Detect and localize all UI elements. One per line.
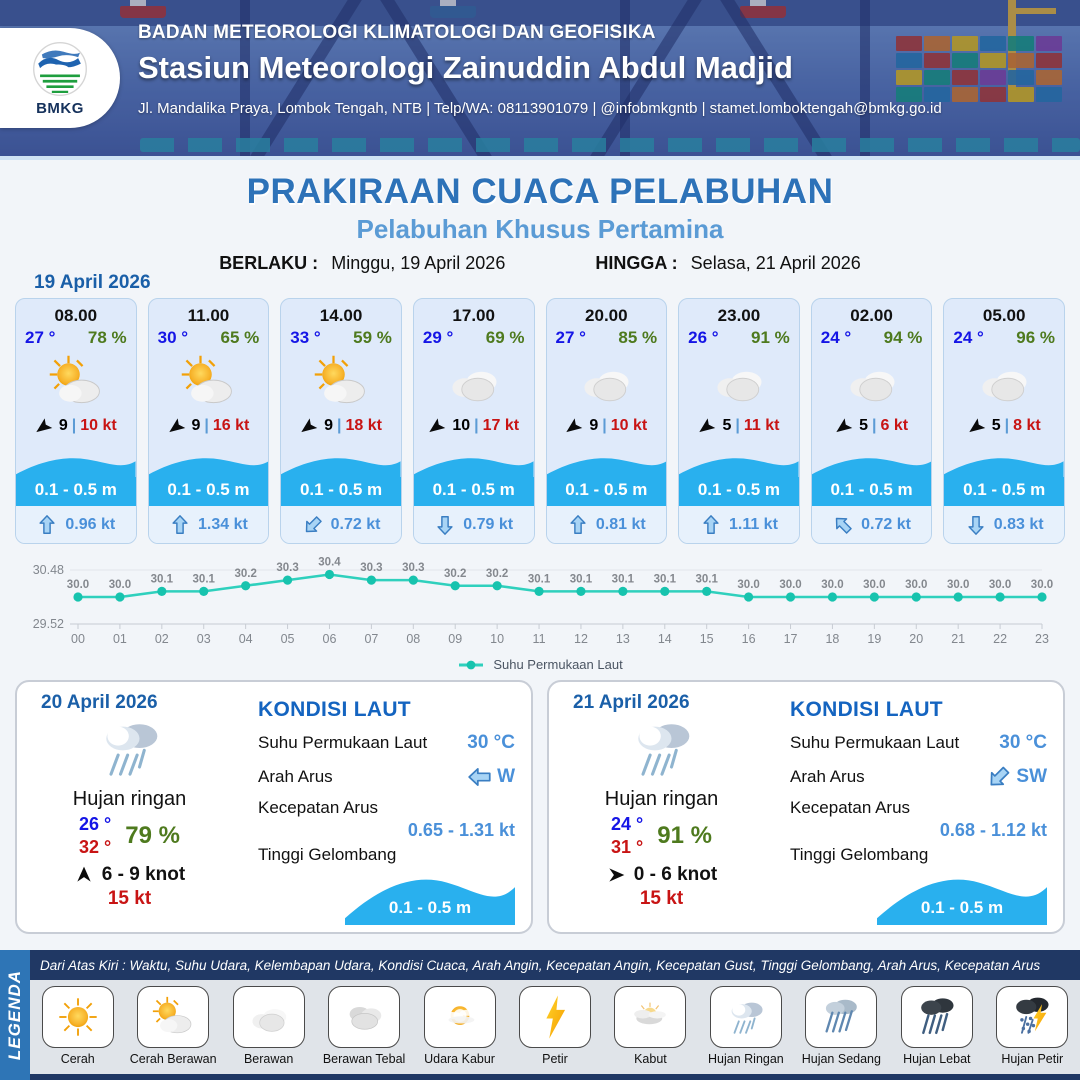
- svg-text:20: 20: [909, 632, 924, 646]
- card-temperature: 24 °: [820, 328, 852, 347]
- wave-height-label: Tinggi Gelombang: [258, 845, 397, 864]
- hourly-forecast-card: [413, 298, 535, 544]
- panel-current-direction-icon: [467, 764, 493, 790]
- svg-text:07: 07: [364, 632, 379, 646]
- panel-condition: Hujan ringan: [72, 788, 187, 810]
- card-time: 11.00: [187, 306, 230, 325]
- svg-text:03: 03: [196, 632, 211, 646]
- hourly-forecast-card: [546, 298, 668, 544]
- legend-item: [129, 986, 217, 1066]
- card-wind-speed: 10: [452, 417, 471, 434]
- legend-weather-icon: [720, 994, 772, 1040]
- svg-text:30.0: 30.0: [905, 579, 928, 591]
- svg-text:01: 01: [112, 632, 127, 646]
- svg-text:30.1: 30.1: [569, 573, 593, 586]
- hourly-cards-row: [0, 298, 1080, 544]
- svg-text:30.0: 30.0: [946, 579, 970, 591]
- validity-until: [595, 253, 860, 274]
- svg-text:13: 13: [615, 632, 630, 646]
- card-current-speed: 0.79 kt: [463, 515, 514, 533]
- card-wave-height: 0.1 - 0.5 m: [149, 477, 269, 506]
- chart-legend-marker-icon: [457, 660, 485, 670]
- card-gust: 10 kt: [80, 417, 117, 434]
- svg-text:11: 11: [532, 632, 546, 646]
- current-speed-label: Kecepatan Arus: [790, 798, 911, 817]
- current-direction-icon-wrap: [700, 514, 722, 536]
- card-temperature: 27 °: [25, 328, 56, 347]
- wind-direction-icon: [833, 414, 856, 437]
- svg-text:30.1: 30.1: [611, 573, 635, 586]
- svg-text:04: 04: [238, 632, 253, 646]
- legend-bottom-strip: [30, 1074, 1080, 1080]
- wind-direction-icon: [33, 414, 56, 437]
- wind-direction-icon: [564, 414, 587, 437]
- panel-current-direction-icon-wrap: [981, 759, 1018, 796]
- panel-wind-range: 0 - 6 knot: [633, 864, 718, 885]
- svg-text:19: 19: [867, 632, 882, 646]
- sea-conditions-title: KONDISI LAUT: [258, 698, 411, 721]
- berlaku-value: Minggu, 19 April 2026: [331, 253, 506, 273]
- legend-weather-icon: [911, 994, 963, 1040]
- legend-icon-box: [519, 986, 591, 1048]
- svg-text:30.2: 30.2: [234, 567, 257, 580]
- card-gust: 17 kt: [482, 417, 520, 434]
- card-current-speed: 0.72 kt: [861, 515, 911, 533]
- panel-wave-value: 0.1 - 0.5 m: [388, 898, 472, 917]
- legend-item: [320, 986, 408, 1066]
- wind-gust-separator: |: [735, 417, 740, 434]
- legend-weather-icon: [1006, 994, 1058, 1040]
- hourly-forecast-card: [678, 298, 800, 544]
- panel-date: 20 April 2026: [41, 692, 158, 713]
- sst-value: 30 °C: [467, 732, 515, 753]
- card-humidity: 59 %: [353, 328, 392, 347]
- validity-from: [219, 253, 505, 274]
- card-current-speed: 0.81 kt: [595, 515, 646, 533]
- svg-text:16: 16: [741, 632, 756, 646]
- weather-icon: [706, 352, 772, 412]
- legend-weather-icon: [52, 994, 104, 1040]
- wave-crest-icon: [679, 453, 799, 477]
- card-gust: 6 kt: [880, 417, 909, 434]
- card-temperature: 27 °: [555, 328, 586, 347]
- legend-item-label: Cerah: [60, 1052, 95, 1066]
- wave-crest-icon: [944, 453, 1064, 477]
- current-direction-icon: [567, 514, 589, 536]
- legend-item: [606, 986, 694, 1066]
- panel-temp-min: 24 °: [611, 814, 644, 834]
- bmkg-logo: [0, 28, 120, 128]
- card-humidity: 69 %: [485, 328, 525, 347]
- wind-direction-icon: [966, 414, 989, 437]
- page-title: PRAKIRAAN CUACA PELABUHAN: [246, 172, 834, 211]
- svg-text:30.48: 30.48: [32, 563, 64, 577]
- legend-icon-box: [710, 986, 782, 1048]
- legend-icon-box: [42, 986, 114, 1048]
- station-name: Stasiun Meteorologi Zainuddin Abdul Madjid: [138, 50, 793, 85]
- card-temperature: 33 °: [290, 328, 321, 347]
- svg-text:08: 08: [406, 632, 421, 646]
- legend-item-label: Berawan: [243, 1052, 294, 1066]
- hourly-forecast-card: [15, 298, 137, 544]
- sst-label: Suhu Permukaan Laut: [790, 733, 960, 752]
- svg-text:10: 10: [490, 632, 505, 646]
- wind-gust-separator: |: [204, 417, 209, 434]
- wave-crest-icon: [281, 453, 401, 477]
- card-time: 23.00: [717, 306, 761, 325]
- card-wave-height: 0.1 - 0.5 m: [679, 477, 799, 506]
- wave-crest-icon: [547, 453, 667, 477]
- daily-panels-row: [0, 672, 1080, 934]
- legend-weather-icon: [147, 994, 199, 1040]
- wind-direction-icon: [299, 414, 322, 437]
- sst-chart-plot: [20, 550, 1060, 650]
- current-direction-icon: [36, 514, 58, 536]
- current-direction-label: Arah Arus: [258, 767, 333, 786]
- card-humidity: 65 %: [220, 328, 260, 347]
- legend-item: [511, 986, 599, 1066]
- legend-item-label: Hujan Lebat: [903, 1052, 971, 1066]
- svg-text:30.0: 30.0: [66, 579, 90, 591]
- hingga-value: Selasa, 21 April 2026: [690, 253, 861, 273]
- svg-text:12: 12: [574, 632, 588, 646]
- weather-icon: [441, 352, 507, 412]
- panel-weather-icon: [84, 710, 176, 786]
- card-time: 02.00: [850, 306, 893, 325]
- card-gust: 18 kt: [345, 417, 382, 434]
- legend-item-label: Udara Kabur: [424, 1052, 495, 1066]
- panel-gust: 15 kt: [639, 888, 684, 909]
- wave-height-label: Tinggi Gelombang: [790, 845, 929, 864]
- current-direction-icon: [700, 514, 722, 536]
- card-current-speed: 0.83 kt: [993, 515, 1044, 533]
- weather-icon: [573, 352, 639, 412]
- contact-line: Jl. Mandalika Praya, Lombok Tengah, NTB | Telp/WA: 08113901079 | @infobmkgntb | stamet.lomboktengah@bmkg.go.id: [138, 100, 942, 117]
- svg-text:00: 00: [71, 632, 85, 646]
- forecast-date: 19 April 2026: [34, 272, 151, 293]
- current-direction-icon: [828, 509, 859, 540]
- legend-item-label: Kabut: [634, 1052, 667, 1066]
- legend-item: [34, 986, 122, 1066]
- wave-crest-icon: [812, 453, 932, 477]
- agency-name: BADAN METEOROLOGI KLIMATOLOGI DAN GEOFISIKA: [138, 22, 656, 43]
- svg-text:05: 05: [280, 632, 295, 646]
- card-gust: 11 kt: [743, 417, 780, 434]
- card-temperature: 30 °: [157, 328, 189, 347]
- panel-date: 21 April 2026: [573, 692, 690, 713]
- panel-condition: Hujan ringan: [604, 788, 719, 810]
- panel-wave-value: 0.1 - 0.5 m: [920, 898, 1004, 917]
- header-banner: [0, 0, 1080, 160]
- card-humidity: 94 %: [883, 328, 923, 347]
- sst-value: 30 °C: [999, 732, 1047, 753]
- legend-item-label: Hujan Ringan: [708, 1052, 784, 1066]
- legend-vertical-label: LEGENDA: [5, 969, 24, 1061]
- wind-gust-separator: |: [602, 417, 607, 434]
- weather-icon: [43, 352, 109, 412]
- card-current-speed: 0.96 kt: [65, 515, 116, 533]
- page-subtitle: Pelabuhan Khusus Pertamina: [356, 214, 724, 244]
- panel-gust: 15 kt: [107, 888, 152, 909]
- card-current-speed: 1.34 kt: [198, 515, 248, 533]
- legend-description: Dari Atas Kiri : Waktu, Suhu Udara, Kelembapan Udara, Kondisi Cuaca, Arah Angin, Kecepatan Angin, Kecepatan Gust, Tinggi Gelombang, Arah Arus, Kecepatan Arus: [30, 950, 1080, 980]
- svg-text:30.1: 30.1: [653, 573, 676, 586]
- card-time: 14.00: [319, 306, 363, 325]
- sea-conditions-title: KONDISI LAUT: [790, 698, 943, 721]
- panel-wind-direction-icon: [74, 865, 94, 885]
- daily-forecast-panel: [15, 680, 533, 934]
- card-humidity: 85 %: [618, 328, 658, 347]
- svg-text:22: 22: [993, 632, 1008, 646]
- card-wave-height: 0.1 - 0.5 m: [944, 477, 1064, 506]
- card-time: 08.00: [54, 306, 98, 325]
- sst-chart: [0, 544, 1080, 672]
- legend-weather-icon: [529, 994, 581, 1040]
- svg-text:30.0: 30.0: [988, 579, 1012, 591]
- svg-text:15: 15: [699, 632, 714, 646]
- berlaku-label: BERLAKU :: [219, 253, 319, 273]
- panel-wave-graphic: [345, 867, 515, 925]
- card-wave-height: 0.1 - 0.5 m: [281, 477, 401, 506]
- current-direction-icon-wrap: [36, 514, 58, 536]
- svg-text:30.1: 30.1: [150, 573, 174, 586]
- legend-item-label: Berawan Tebal: [322, 1052, 406, 1066]
- svg-text:29.52: 29.52: [32, 617, 64, 631]
- card-temperature: 29 °: [422, 328, 454, 347]
- svg-text:30.2: 30.2: [444, 567, 467, 580]
- legend-weather-icon: [624, 994, 676, 1040]
- current-direction-icon: [169, 514, 191, 536]
- svg-text:30.3: 30.3: [360, 562, 383, 575]
- legend-icon-box: [137, 986, 209, 1048]
- panel-weather-icon: [616, 710, 708, 786]
- legend-item: [797, 986, 885, 1066]
- legend-item-label: Hujan Petir: [1001, 1052, 1064, 1066]
- card-humidity: 91 %: [751, 328, 790, 347]
- svg-text:30.3: 30.3: [402, 562, 425, 575]
- current-direction-icon-wrap: [965, 514, 987, 536]
- panel-wind-direction-icon-wrap: [74, 865, 94, 885]
- weather-icon: [308, 352, 374, 412]
- legend-icon-box: [901, 986, 973, 1048]
- panel-current-direction-icon-wrap: [467, 764, 493, 790]
- card-wind-speed: 9: [58, 417, 68, 434]
- current-direction-icon-wrap: [828, 509, 859, 540]
- daily-forecast-panel: [547, 680, 1065, 934]
- svg-text:23: 23: [1035, 632, 1049, 646]
- current-direction-icon: [434, 514, 456, 536]
- svg-text:30.1: 30.1: [527, 573, 551, 586]
- legend-side-bar: [0, 950, 30, 1080]
- hourly-forecast-card: [811, 298, 933, 544]
- card-wind-speed: 5: [859, 417, 868, 434]
- panel-wind-range: 6 - 9 knot: [101, 864, 186, 885]
- card-humidity: 96 %: [1016, 328, 1055, 347]
- svg-text:18: 18: [825, 632, 840, 646]
- card-time: 05.00: [982, 306, 1026, 325]
- card-wind-speed: 9: [191, 417, 201, 434]
- card-gust: 10 kt: [610, 417, 648, 434]
- legend-weather-icon: [815, 994, 867, 1040]
- weather-icon: [175, 352, 241, 412]
- card-wave-height: 0.1 - 0.5 m: [812, 477, 932, 506]
- sst-label: Suhu Permukaan Laut: [258, 733, 428, 752]
- svg-text:06: 06: [322, 632, 337, 646]
- svg-text:14: 14: [657, 632, 672, 646]
- current-direction-label: Arah Arus: [790, 767, 865, 786]
- svg-text:30.0: 30.0: [737, 579, 760, 591]
- current-direction-icon: [965, 514, 987, 536]
- legend-item-label: Petir: [542, 1052, 568, 1066]
- current-direction-value: SW: [1016, 766, 1047, 787]
- card-wind-speed: 5: [991, 417, 1001, 434]
- wind-gust-separator: |: [871, 417, 877, 434]
- legend-weather-icon: [243, 994, 295, 1040]
- chart-legend-label: Suhu Permukaan Laut: [493, 657, 623, 672]
- svg-text:30.4: 30.4: [318, 556, 341, 569]
- legend-item-label: Hujan Sedang: [801, 1052, 881, 1066]
- current-direction-icon-wrap: [434, 514, 456, 536]
- legend-icon-box: [233, 986, 305, 1048]
- wave-crest-icon: [149, 453, 269, 477]
- svg-text:02: 02: [154, 632, 169, 646]
- legend-item: [225, 986, 313, 1066]
- svg-text:17: 17: [783, 632, 798, 646]
- svg-text:30.0: 30.0: [863, 579, 886, 591]
- current-speed-value: 0.68 - 1.12 kt: [939, 820, 1047, 840]
- wave-crest-icon: [16, 453, 136, 477]
- hourly-forecast-card: [280, 298, 402, 544]
- panel-current-direction-icon: [981, 759, 1018, 796]
- panel-humidity: 79 %: [125, 821, 180, 849]
- card-time: 20.00: [585, 306, 628, 325]
- legend-icon-box: [614, 986, 686, 1048]
- svg-text:21: 21: [951, 632, 966, 646]
- card-wave-height: 0.1 - 0.5 m: [16, 477, 136, 506]
- panel-wave-graphic: [877, 867, 1047, 925]
- svg-text:09: 09: [448, 632, 463, 646]
- legend-weather-icon: [338, 994, 390, 1040]
- panel-temp-max: 32 °: [79, 836, 112, 857]
- legend-icon-box: [996, 986, 1068, 1048]
- legend-weather-icon: [434, 994, 486, 1040]
- hourly-forecast-card: [148, 298, 270, 544]
- svg-text:30.0: 30.0: [821, 579, 844, 591]
- legend-items-row: [30, 980, 1080, 1074]
- wind-direction-icon: [697, 414, 720, 437]
- current-direction-icon: [297, 509, 328, 540]
- legend-item: [416, 986, 504, 1066]
- card-current-speed: 0.72 kt: [330, 515, 381, 533]
- current-direction-icon-wrap: [169, 514, 191, 536]
- card-wind-speed: 5: [722, 417, 732, 434]
- bmkg-logo-icon: [31, 40, 89, 98]
- legend-section: [0, 950, 1080, 1080]
- card-gust: 8 kt: [1013, 417, 1041, 434]
- card-temperature: 24 °: [953, 328, 984, 347]
- svg-text:30.3: 30.3: [276, 562, 299, 575]
- card-wind-speed: 9: [589, 417, 599, 434]
- current-direction-icon-wrap: [567, 514, 589, 536]
- hingga-label: HINGGA :: [595, 253, 678, 273]
- card-temperature: 26 °: [688, 328, 719, 347]
- wind-direction-icon: [427, 414, 450, 437]
- wind-gust-separator: |: [71, 417, 77, 434]
- wave-crest-icon: [414, 453, 534, 477]
- svg-text:30.1: 30.1: [192, 573, 215, 586]
- panel-temp-max: 31 °: [611, 836, 644, 857]
- current-direction-value: W: [497, 766, 515, 787]
- weather-icon: [839, 352, 905, 412]
- legend-item: [893, 986, 981, 1066]
- card-gust: 16 kt: [212, 417, 250, 434]
- legend-item: [702, 986, 790, 1066]
- svg-text:30.0: 30.0: [779, 579, 802, 591]
- wind-gust-separator: |: [337, 417, 342, 434]
- card-wind-speed: 9: [324, 417, 334, 434]
- panel-temp-min: 26 °: [79, 814, 112, 834]
- card-wave-height: 0.1 - 0.5 m: [414, 477, 534, 506]
- bmkg-logo-text: BMKG: [36, 99, 84, 117]
- panel-wind-direction-icon: [606, 865, 626, 885]
- svg-text:30.0: 30.0: [108, 579, 132, 591]
- current-direction-icon-wrap: [297, 509, 328, 540]
- svg-text:30.0: 30.0: [1030, 579, 1054, 591]
- legend-icon-box: [805, 986, 877, 1048]
- wind-gust-separator: |: [1004, 417, 1010, 434]
- legend-item-label: Cerah Berawan: [129, 1052, 217, 1066]
- legend-icon-box: [424, 986, 496, 1048]
- card-humidity: 78 %: [87, 328, 127, 347]
- svg-text:30.1: 30.1: [695, 573, 718, 586]
- wind-direction-icon: [166, 414, 189, 437]
- card-time: 17.00: [452, 306, 495, 325]
- card-current-speed: 1.11 kt: [728, 515, 778, 533]
- svg-text:30.2: 30.2: [485, 567, 509, 580]
- current-speed-label: Kecepatan Arus: [258, 798, 379, 817]
- panel-wind-direction-icon-wrap: [606, 865, 626, 885]
- hourly-forecast-card: [943, 298, 1065, 544]
- panel-humidity: 91 %: [657, 821, 712, 849]
- card-wave-height: 0.1 - 0.5 m: [547, 477, 667, 506]
- legend-icon-box: [328, 986, 400, 1048]
- wind-gust-separator: |: [474, 417, 479, 434]
- current-speed-value: 0.65 - 1.31 kt: [407, 820, 515, 840]
- legend-item: [988, 986, 1076, 1066]
- weather-icon: [971, 352, 1037, 412]
